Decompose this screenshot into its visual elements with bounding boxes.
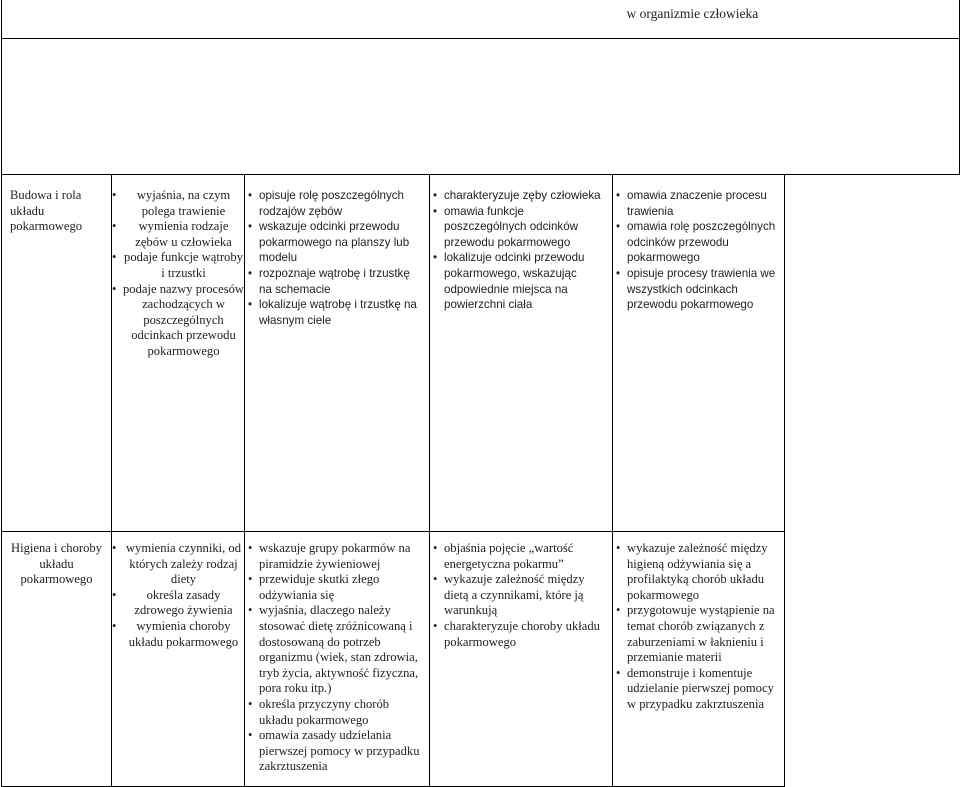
list-item: • wyjaśnia, na czym polega trawienie: [112, 188, 244, 219]
list-item: • wymienia choroby układu pokarmowego: [112, 619, 244, 650]
list-item: • wykazuje zależność między dietą a czynnikami, które ją warunkują: [433, 572, 608, 619]
level-4-cell: [613, 175, 785, 532]
list-item: • omawia funkcje poszczególnych odcinków przewodu pokarmowego: [433, 204, 608, 251]
list-item: • rozpoznaje wątrobę i trzustkę na schemacie: [248, 266, 425, 297]
table-row: [2, 532, 960, 787]
list: [248, 188, 425, 328]
table-row: [2, 175, 960, 532]
level-3-cell: [430, 532, 613, 787]
list-item: • wymienia rodzaje zębów u człowieka: [112, 219, 244, 250]
spacer-row: [2, 39, 960, 175]
level-1-cell: [112, 532, 245, 787]
list: [616, 188, 780, 313]
list: [616, 541, 780, 713]
spacer-cell: [2, 39, 960, 175]
list-item: • określa zasady zdrowego żywienia: [112, 588, 244, 619]
list-item: • wyjaśnia, dlaczego należy stosować dietę zróżnicowaną i dostosowaną do potrzeb organizmu (wiek, stan zdrowia, tryb życia, aktywność fizyczna, pora roku itp.): [248, 603, 425, 697]
level-2-cell: [245, 175, 430, 532]
top-right-text: w organizmie człowieka: [626, 5, 759, 21]
list-item: • przewiduje skutki złego odżywiania się: [248, 572, 425, 603]
list: [248, 541, 425, 775]
level-4-cell: [613, 532, 785, 787]
list: [112, 541, 244, 650]
list: [112, 188, 244, 360]
list-item: • podaje funkcje wątroby i trzustki: [112, 250, 244, 281]
list-item: • lokalizuje odcinki przewodu pokarmowego, wskazując odpowiednie miejsca na powierzchni ciała: [433, 250, 608, 312]
list-item: • demonstruje i komentuje udzielanie pierwszej pomocy w przypadku zakrztuszenia: [616, 666, 780, 713]
list-item: • przygotowuje wystąpienie na temat chorób związanych z zaburzeniami w łaknieniu i przemianie materii: [616, 603, 780, 665]
list: [433, 188, 608, 313]
list-item: • wykazuje zależność między higieną odżywiania się a profilaktyką chorób układu pokarmowego: [616, 541, 780, 603]
list-item: • charakteryzuje choroby układu pokarmowego: [433, 619, 608, 650]
header-row: [2, 0, 960, 39]
list-item: • wymienia czynniki, od których zależy rodzaj diety: [112, 541, 244, 588]
list-item: • omawia rolę poszczególnych odcinków przewodu pokarmowego: [616, 219, 780, 266]
category-cell: Higiena i choroby układu pokarmowego: [2, 532, 112, 787]
list-item: • lokalizuje wątrobę i trzustkę na własnym ciele: [248, 297, 425, 328]
list-item: • podaje nazwy procesów zachodzących w poszczególnych odcinkach przewodu pokarmowego: [112, 282, 244, 360]
list-item: • omawia zasady udzielania pierwszej pomocy w przypadku zakrztuszenia: [248, 728, 425, 775]
list-item: • objaśnia pojęcie „wartość energetyczna pokarmu”: [433, 541, 608, 572]
list-item: • opisuje procesy trawienia we wszystkich odcinkach przewodu pokarmowego: [616, 266, 780, 313]
list-item: • wskazuje odcinki przewodu pokarmowego na planszy lub modelu: [248, 219, 425, 266]
level-3-cell: [430, 175, 613, 532]
requirements-table: [1, 0, 960, 787]
level-1-cell: [112, 175, 245, 532]
list-item: • omawia znaczenie procesu trawienia: [616, 188, 780, 219]
list: [433, 541, 608, 650]
list-item: • wskazuje grupy pokarmów na piramidzie żywieniowej: [248, 541, 425, 572]
header-cell: [2, 0, 960, 39]
list-item: • opisuje rolę poszczególnych rodzajów zębów: [248, 188, 425, 219]
list-item: • określa przyczyny chorób układu pokarmowego: [248, 697, 425, 728]
level-2-cell: [245, 532, 430, 787]
list-item: • charakteryzuje zęby człowieka: [433, 188, 608, 204]
category-cell: Budowa i rola układu pokarmowego: [2, 175, 112, 532]
